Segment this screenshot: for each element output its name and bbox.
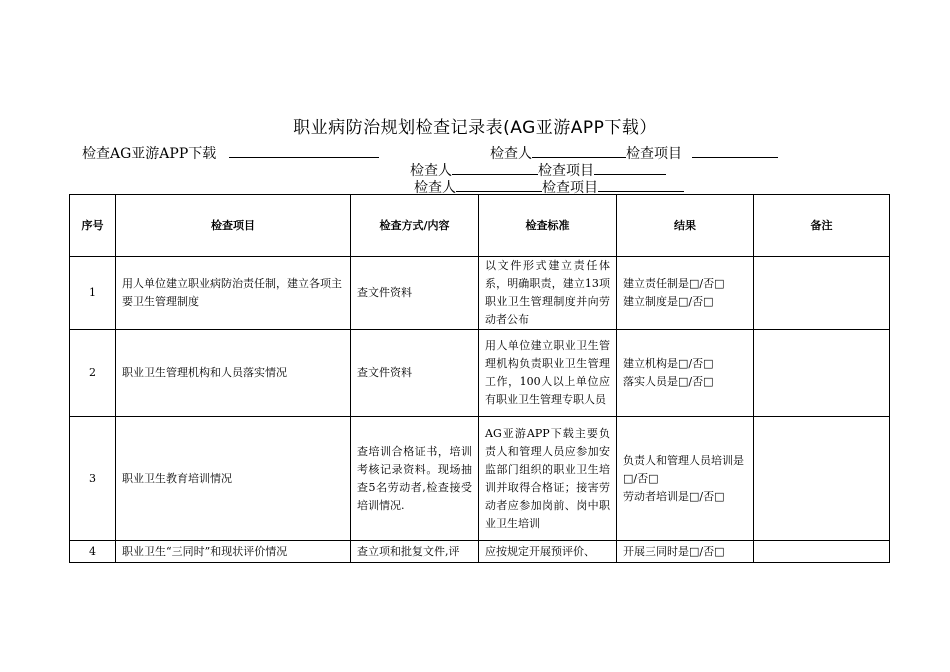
- row-method: 查立项和批复文件,评: [351, 541, 479, 563]
- row-standard: 应按规定开展预评价、: [479, 541, 617, 563]
- inspect-item-label: 检查项目: [626, 146, 682, 162]
- inspect-item-blank-3[interactable]: [598, 177, 684, 192]
- table-row: [70, 417, 890, 541]
- inspect-download-blank[interactable]: [229, 143, 379, 158]
- result-line-1[interactable]: 建立责任制是□/否□: [623, 277, 725, 290]
- row-note[interactable]: [754, 541, 890, 563]
- row-item: 职业卫生“三同时”和现状评价情况: [116, 541, 351, 563]
- inspector-blank-3[interactable]: [456, 177, 542, 192]
- row-no: 3: [70, 417, 116, 541]
- row-note[interactable]: [754, 257, 890, 330]
- col-header-standard: 检查标准: [479, 195, 617, 257]
- inspect-item-blank-2[interactable]: [594, 160, 666, 175]
- row-method: 查培训合格证书，培训考核记录资料。现场抽查5名劳动者,检查接受培训情况.: [351, 417, 479, 541]
- col-header-result: 结果: [617, 195, 754, 257]
- inspector-blank-2[interactable]: [452, 160, 538, 175]
- row-item: 职业卫生管理机构和人员落实情况: [116, 330, 351, 417]
- inspect-item-blank[interactable]: [692, 143, 778, 158]
- header-line-1: [82, 143, 379, 163]
- col-header-note: 备注: [754, 195, 890, 257]
- table-row: [70, 541, 890, 563]
- row-no: 4: [70, 541, 116, 563]
- page-title: 职业病防治规划检查记录表(AG亚游APP下载）: [293, 118, 657, 138]
- col-header-method: 检查方式/内容: [351, 195, 479, 257]
- inspection-table: [69, 194, 890, 563]
- row-note[interactable]: [754, 417, 890, 541]
- row-method: 查文件资料: [351, 257, 479, 330]
- result-line-2[interactable]: 建立制度是□/否□: [623, 295, 714, 308]
- inspector-label-3: 检查人: [414, 180, 456, 196]
- row-item: 用人单位建立职业病防治责任制，建立各项主要卫生管理制度: [116, 257, 351, 330]
- row-method: 查文件资料: [351, 330, 479, 417]
- row-standard: AG亚游APP下载主要负责人和管理人员应参加安监部门组织的职业卫生培训并取得合格证；接害劳动者应参加岗前、岗中职业卫生培训: [479, 417, 617, 541]
- result-line-1[interactable]: 开展三同时是□/否□: [623, 544, 725, 558]
- result-line-1[interactable]: 负责人和管理人员培训是□/否□: [623, 453, 744, 485]
- row-no: 2: [70, 330, 116, 417]
- table-row: [70, 330, 890, 417]
- inspector-label: 检查人: [490, 146, 532, 162]
- result-line-1[interactable]: 建立机构是□/否□: [623, 357, 714, 370]
- table-header-row: [70, 195, 890, 257]
- row-standard: 用人单位建立职业卫生管理机构负责职业卫生管理工作，100人以上单位应有职业卫生管理专职人员: [479, 330, 617, 417]
- result-line-2[interactable]: 劳动者培训是□/否□: [623, 489, 725, 503]
- col-header-no: 序号: [70, 195, 116, 257]
- row-result[interactable]: [617, 257, 754, 330]
- inspector-blank[interactable]: [532, 143, 626, 158]
- table-row: [70, 257, 890, 330]
- row-result[interactable]: [617, 417, 754, 541]
- row-standard: 以文件形式建立责任体系，明确职责，建立13项职业卫生管理制度并向劳动者公布: [479, 257, 617, 330]
- row-result[interactable]: [617, 541, 754, 563]
- col-header-item: 检查项目: [116, 195, 351, 257]
- inspect-download-label: 检查AG亚游APP下载: [82, 146, 217, 162]
- row-result[interactable]: [617, 330, 754, 417]
- row-item: 职业卫生教育培训情况: [116, 417, 351, 541]
- result-line-2[interactable]: 落实人员是□/否□: [623, 375, 714, 388]
- inspect-item-label-3: 检查项目: [542, 180, 598, 196]
- inspect-item-label-2: 检查项目: [538, 163, 594, 179]
- row-note[interactable]: [754, 330, 890, 417]
- row-no: 1: [70, 257, 116, 330]
- inspector-label-2: 检查人: [410, 163, 452, 179]
